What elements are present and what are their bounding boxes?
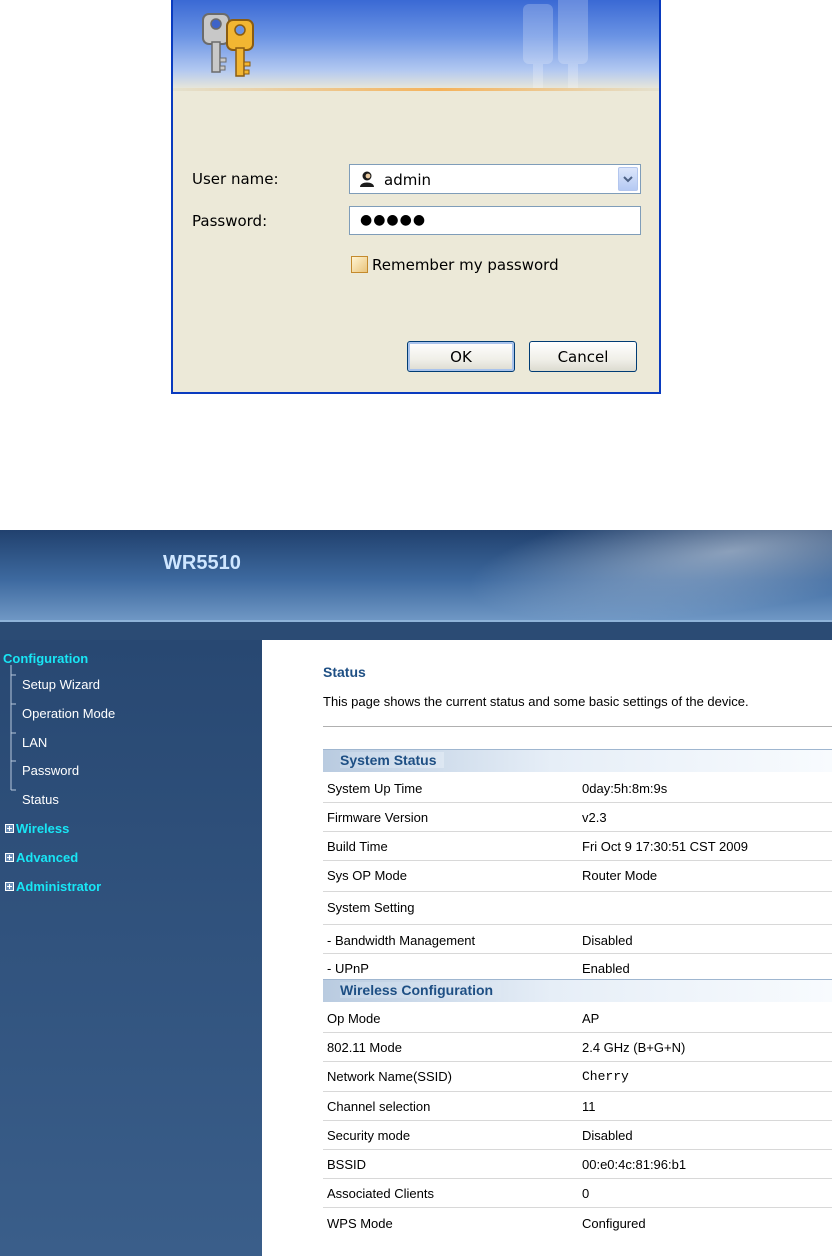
row-divider (323, 1149, 832, 1150)
header-banner (0, 530, 832, 620)
row-value: 0 (582, 1186, 590, 1201)
row-value: AP (582, 1011, 600, 1026)
nav-tree-lines (10, 665, 16, 795)
row-value: 00:e0:4c:81:96:b1 (582, 1157, 687, 1172)
row-label: Build Time (327, 839, 388, 854)
row-label: Channel selection (327, 1099, 431, 1114)
expand-plus-icon[interactable] (5, 824, 14, 833)
dialog-banner (173, 0, 659, 90)
row-divider (323, 1207, 832, 1208)
row-value: 2.4 GHz (B+G+N) (582, 1040, 686, 1055)
divider (323, 726, 832, 727)
row-divider (323, 1032, 832, 1033)
password-masked-value: ●●●●● (360, 212, 427, 228)
header-subbar (0, 622, 832, 640)
row-divider (323, 802, 832, 803)
row-label: - Bandwidth Management (327, 933, 476, 948)
row-divider (323, 860, 832, 861)
chevron-down-icon[interactable] (618, 167, 638, 191)
row-value: Router Mode (582, 868, 658, 883)
remember-password-label[interactable]: Remember my password (372, 256, 559, 274)
sidebar-heading-configuration[interactable]: Configuration (3, 651, 89, 666)
keys-watermark-icon (503, 0, 623, 90)
username-value: admin (384, 171, 431, 189)
sidebar-item-status[interactable]: Status (22, 792, 59, 807)
brand-title: WR5510 (163, 552, 241, 574)
sidebar-item-password[interactable]: Password (22, 763, 80, 778)
header-decoration (413, 530, 832, 620)
row-label: Network Name(SSID) (327, 1069, 452, 1084)
row-label: Op Mode (327, 1011, 381, 1026)
row-value: v2.3 (582, 810, 607, 825)
row-value: Disabled (582, 1128, 633, 1143)
row-divider (323, 953, 832, 954)
router-admin-page (0, 530, 832, 1256)
row-value: 0day:5h:8m:9s (582, 781, 668, 796)
login-dialog (171, 0, 661, 394)
row-label: - UPnP (327, 961, 369, 976)
page-description: This page shows the current status and some basic settings of the device. (323, 694, 749, 709)
sidebar-nav (0, 640, 262, 1256)
row-value: Fri Oct 9 17:30:51 CST 2009 (582, 839, 748, 854)
row-divider (323, 924, 832, 925)
row-value: 11 (582, 1099, 596, 1114)
row-divider (323, 831, 832, 832)
row-value: Enabled (582, 961, 630, 976)
row-divider (323, 891, 832, 892)
row-label: System Up Time (327, 781, 423, 796)
row-label: WPS Mode (327, 1216, 393, 1231)
sidebar-item-setup-wizard[interactable]: Setup Wizard (22, 677, 101, 692)
section-header-system-status (323, 749, 832, 772)
row-label: BSSID (327, 1157, 367, 1172)
keys-icon (197, 6, 261, 82)
sidebar-heading-wireless[interactable]: Wireless (16, 821, 70, 836)
row-label: Security mode (327, 1128, 411, 1143)
page-title: Status (323, 664, 366, 680)
password-field[interactable] (349, 206, 641, 235)
password-label: Password: (192, 212, 268, 230)
row-label: Sys OP Mode (327, 868, 407, 883)
row-label: Firmware Version (327, 810, 429, 825)
user-icon (358, 170, 376, 188)
section-header-wireless-configuration (323, 979, 832, 1002)
expand-plus-icon[interactable] (5, 882, 14, 891)
row-label: Associated Clients (327, 1186, 434, 1201)
sidebar-heading-administrator[interactable]: Administrator (16, 879, 102, 894)
username-combobox[interactable] (349, 164, 641, 194)
cancel-button[interactable]: Cancel (529, 341, 637, 372)
section-title: Wireless Configuration (340, 982, 501, 998)
row-divider (323, 1091, 832, 1092)
sidebar-item-operation-mode[interactable]: Operation Mode (22, 706, 116, 721)
username-label: User name: (192, 170, 279, 188)
sidebar-heading-advanced[interactable]: Advanced (16, 850, 79, 865)
sidebar-item-lan[interactable]: LAN (22, 735, 48, 750)
row-value: Configured (582, 1216, 646, 1231)
section-title: System Status (340, 752, 444, 768)
row-divider (323, 1120, 832, 1121)
row-label: System Setting (327, 900, 415, 915)
row-value: Cherry (582, 1069, 629, 1084)
row-divider (323, 1061, 832, 1062)
banner-divider (173, 88, 659, 91)
expand-plus-icon[interactable] (5, 853, 14, 862)
row-divider (323, 1178, 832, 1179)
remember-password-checkbox[interactable] (351, 256, 368, 273)
row-label: 802.11 Mode (327, 1040, 402, 1055)
row-value: Disabled (582, 933, 633, 948)
ok-button[interactable]: OK (407, 341, 515, 372)
main-content (262, 640, 832, 1256)
